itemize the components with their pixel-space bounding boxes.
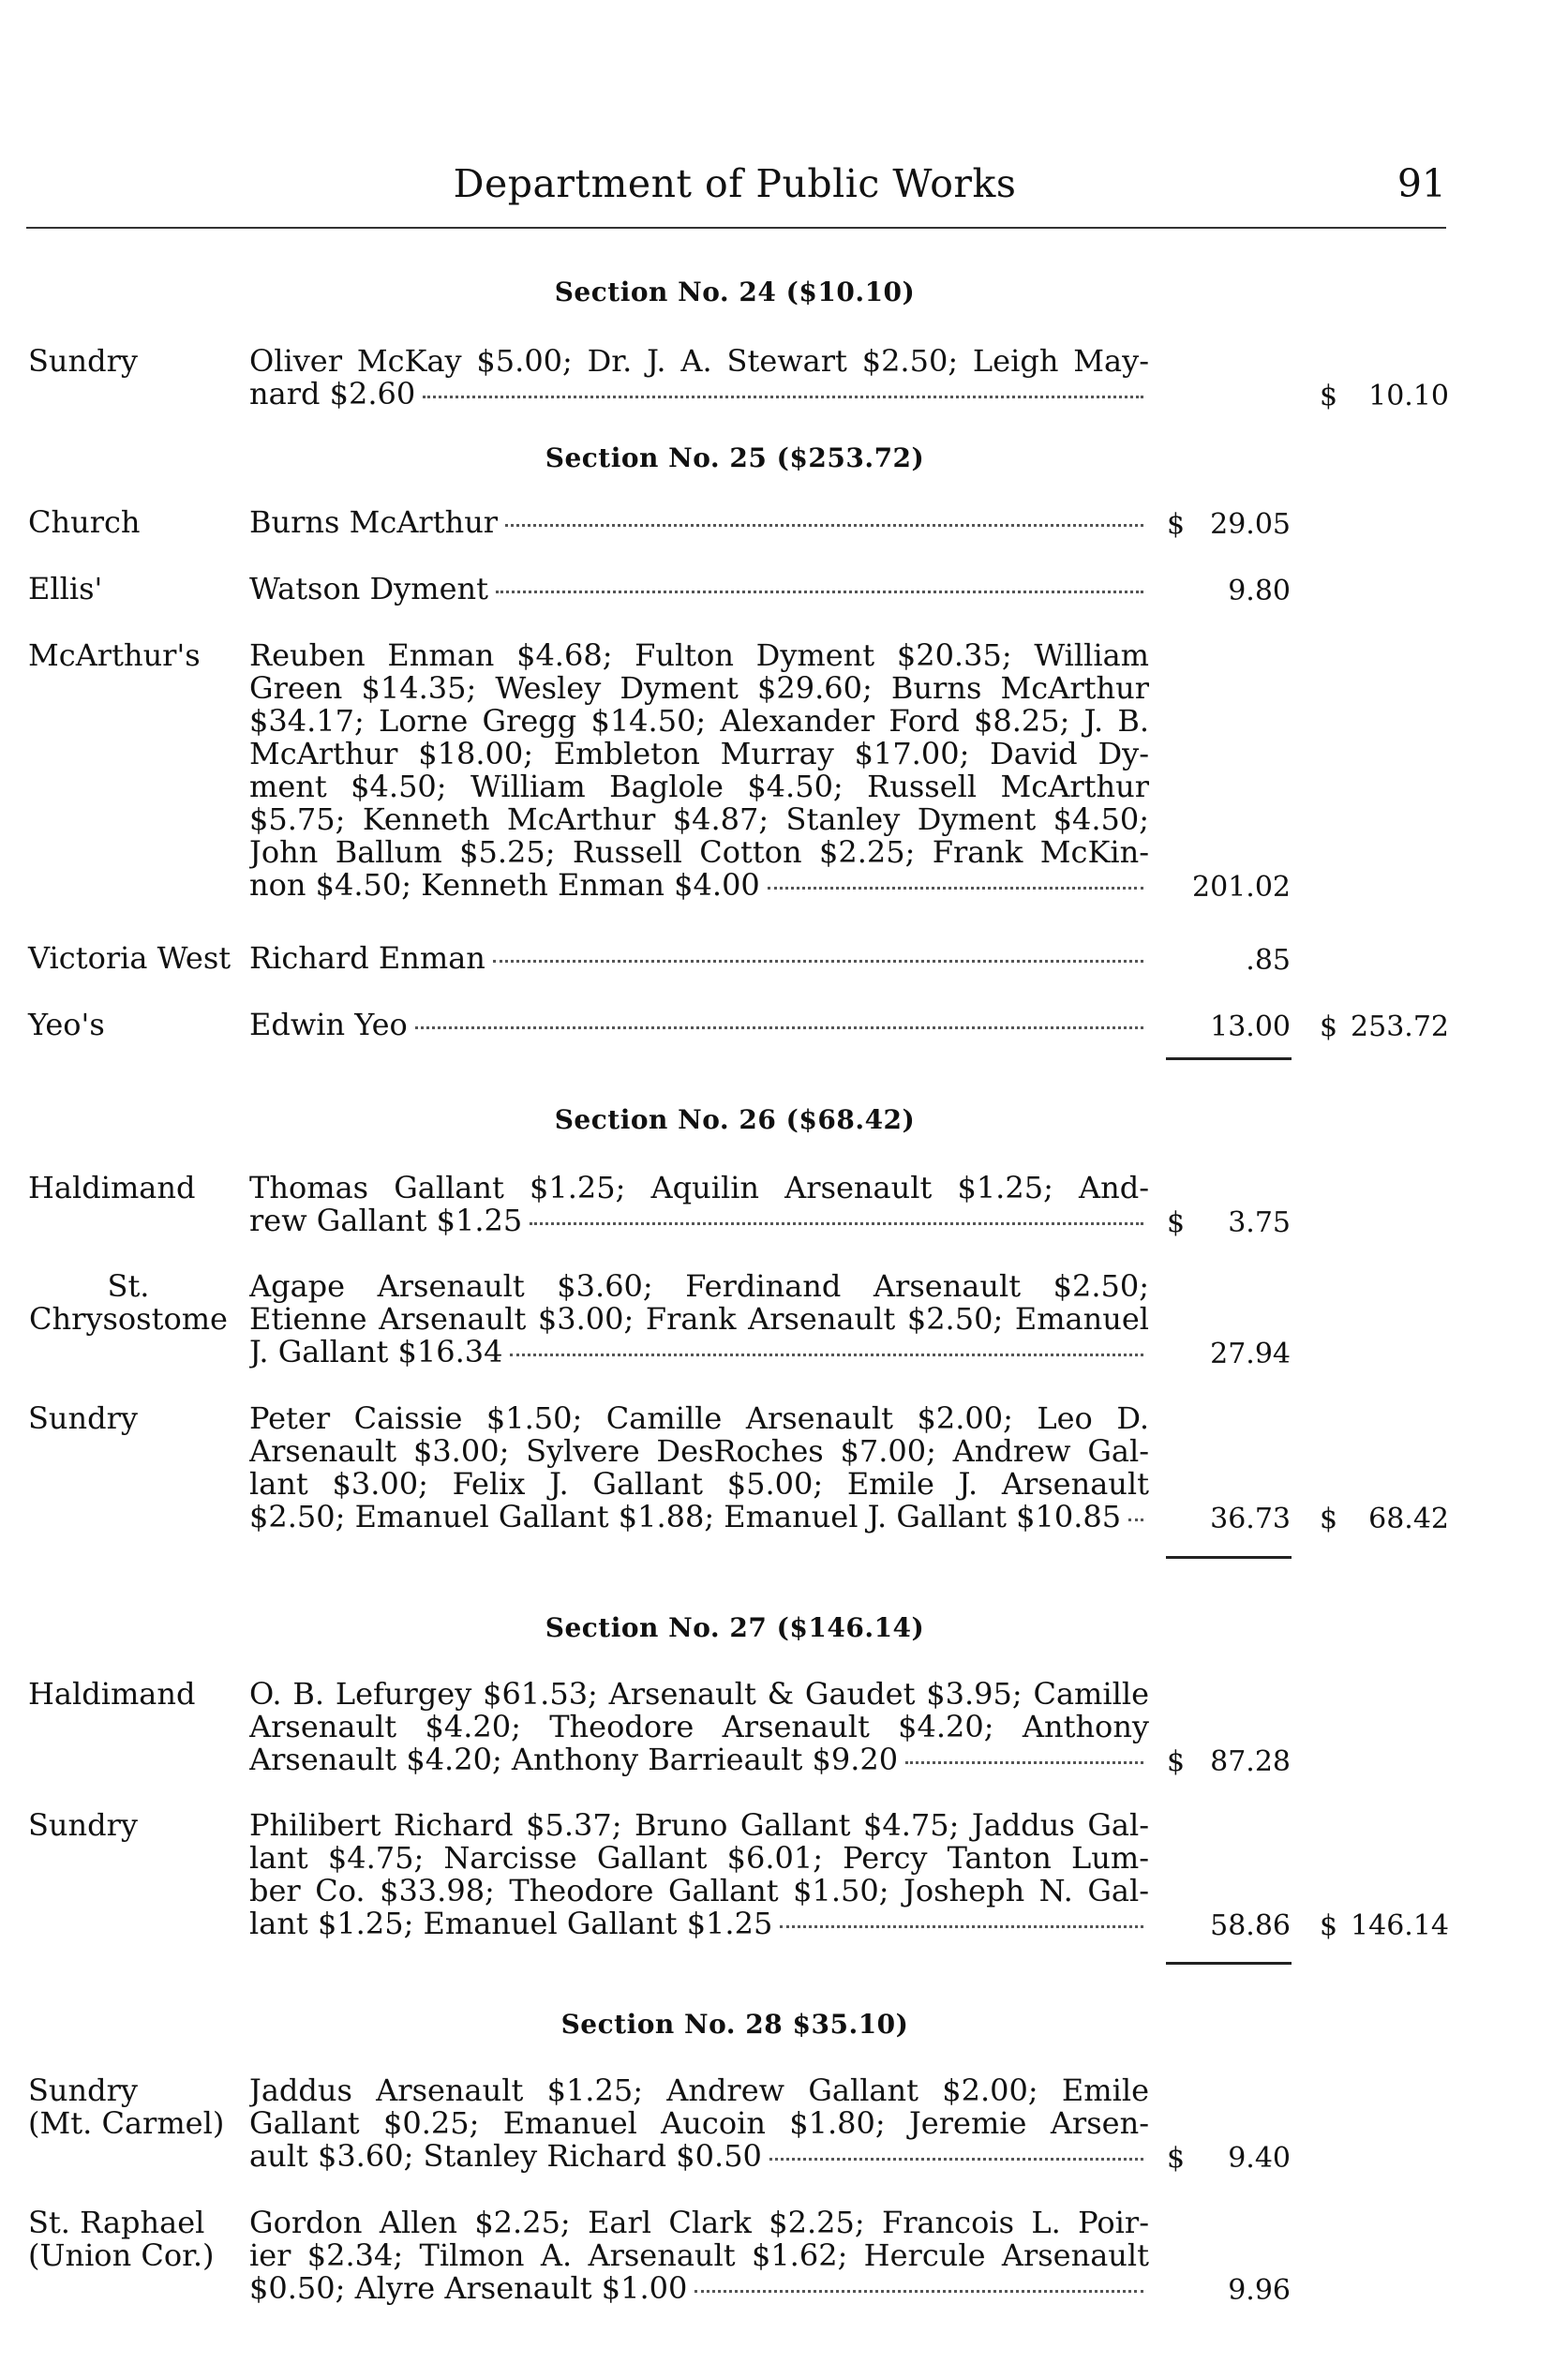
- entry-description: [249, 1402, 1149, 1534]
- description-text: $5.75; Kenneth McArthur $4.87; Stanley Dyment $4.50;: [249, 803, 1149, 836]
- description-line: [249, 1435, 1149, 1468]
- dot-leader: [694, 2290, 1143, 2293]
- place-line: Haldimand: [28, 1170, 196, 1205]
- description-text: Arsenault $3.00; Sylvere DesRoches $7.00; Andrew Gal-: [249, 1435, 1149, 1468]
- entry-description: [249, 639, 1149, 902]
- currency-symbol: $: [1320, 1909, 1338, 1942]
- place-line: Ellis': [28, 571, 103, 606]
- line-amount: .85: [1246, 944, 1291, 977]
- description-text: Green $14.35; Wesley Dyment $29.60; Burns McArthur: [249, 672, 1149, 705]
- description-line: [249, 1842, 1149, 1875]
- entry-description: [249, 1270, 1149, 1369]
- description-text: O. B. Lefurgey $61.53; Arsenault & Gaudet $3.95; Camille: [249, 1678, 1149, 1711]
- description-text: lant $4.75; Narcisse Gallant $6.01; Percy Tanton Lum-: [249, 1842, 1149, 1875]
- description-line: [249, 803, 1149, 836]
- description-line: [249, 1678, 1149, 1711]
- entry-description: [249, 506, 1149, 539]
- entry-place: [28, 573, 248, 606]
- section-total: 253.72: [1351, 1010, 1449, 1043]
- description-line: [249, 2140, 1149, 2173]
- entry-description: [249, 1678, 1149, 1776]
- description-text: Jaddus Arsenault $1.25; Andrew Gallant $2.00; Emile: [249, 2074, 1149, 2107]
- entry-place: [28, 1809, 248, 1842]
- description-text: non $4.50; Kenneth Enman $4.00: [249, 869, 760, 902]
- description-text: Peter Caissie $1.50; Camille Arsenault $2.00; Leo D.: [249, 1402, 1149, 1435]
- place-line: Sundry: [28, 1400, 138, 1436]
- dot-leader: [530, 1222, 1143, 1225]
- line-amount: 3.75: [1228, 1206, 1291, 1239]
- line-amount: 201.02: [1192, 871, 1291, 904]
- description-line: [249, 1501, 1149, 1534]
- description-line: [249, 345, 1149, 378]
- description-line: [249, 672, 1149, 705]
- subtotal-rule: [1166, 1057, 1292, 1060]
- currency-symbol: $: [1167, 2142, 1186, 2175]
- description-text: Agape Arsenault $3.60; Ferdinand Arsenault $2.50;: [249, 1270, 1149, 1303]
- description-text: Watson Dyment: [249, 573, 488, 606]
- description-text: lant $1.25; Emanuel Gallant $1.25: [249, 1908, 773, 1940]
- line-amount: 87.28: [1210, 1745, 1291, 1778]
- currency-symbol: $: [1167, 508, 1186, 541]
- section-total: 68.42: [1368, 1503, 1449, 1535]
- description-text: Arsenault $4.20; Anthony Barrieault $9.20: [249, 1743, 899, 1776]
- place-line: Haldimand: [28, 1676, 196, 1712]
- dot-leader: [768, 887, 1143, 890]
- entry-description: [249, 1172, 1149, 1237]
- description-text: Edwin Yeo: [249, 1009, 408, 1041]
- currency-symbol: $: [1167, 1745, 1186, 1778]
- description-line: [249, 2272, 1149, 2305]
- entry-place: [24, 1270, 232, 1336]
- description-text: Reuben Enman $4.68; Fulton Dyment $20.35; William: [249, 639, 1149, 672]
- place-line: Sundry: [28, 1807, 138, 1843]
- entry-place: [28, 942, 248, 975]
- description-text: J. Gallant $16.34: [249, 1336, 503, 1369]
- description-line: [249, 506, 1149, 539]
- description-line: [249, 1743, 1149, 1776]
- description-line: [249, 1303, 1149, 1336]
- description-line: [249, 705, 1149, 738]
- dot-leader: [780, 1925, 1143, 1928]
- description-line: [249, 1908, 1149, 1940]
- description-line: [249, 1336, 1149, 1369]
- description-line: [249, 2239, 1149, 2272]
- description-text: Gallant $0.25; Emanuel Aucoin $1.80; Jeremie Arsen-: [249, 2107, 1149, 2140]
- line-amount: 9.96: [1228, 2274, 1291, 2307]
- dot-leader: [769, 2158, 1143, 2161]
- description-text: John Ballum $5.25; Russell Cotton $2.25; Frank McKin-: [249, 836, 1149, 869]
- description-text: $34.17; Lorne Gregg $14.50; Alexander Ford $8.25; J. B.: [249, 705, 1149, 738]
- description-text: Etienne Arsenault $3.00; Frank Arsenault $2.50; Emanuel: [249, 1303, 1149, 1336]
- place-line: St.: [107, 1268, 150, 1304]
- entry-description: [249, 1809, 1149, 1940]
- description-line: [249, 1204, 1149, 1237]
- description-line: [249, 573, 1149, 606]
- currency-symbol: $: [1320, 1503, 1338, 1535]
- description-line: [249, 869, 1149, 902]
- place-line: Sundry: [28, 2072, 138, 2108]
- entry-place: [28, 1402, 248, 1435]
- currency-symbol: $: [1320, 380, 1338, 412]
- entry-description: [249, 2207, 1149, 2305]
- place-line: Chrysostome: [29, 1301, 228, 1337]
- description-text: ier $2.34; Tilmon A. Arsenault $1.62; Hercule Arsenault: [249, 2239, 1149, 2272]
- place-line: (Union Cor.): [28, 2237, 215, 2273]
- description-line: [249, 2107, 1149, 2140]
- description-text: Burns McArthur: [249, 506, 499, 539]
- description-line: [249, 378, 1149, 411]
- description-line: [249, 1809, 1149, 1842]
- section-heading: Section No. 24 ($10.10): [554, 277, 916, 307]
- entry-place: [28, 506, 248, 539]
- line-amount: 13.00: [1210, 1010, 1291, 1043]
- description-text: Arsenault $4.20; Theodore Arsenault $4.20; Anthony: [249, 1711, 1149, 1743]
- line-amount: 58.86: [1210, 1909, 1291, 1942]
- description-line: [249, 2207, 1149, 2239]
- dot-leader: [493, 960, 1143, 963]
- section-heading: Section No. 26 ($68.42): [554, 1104, 916, 1135]
- description-text: ber Co. $33.98; Theodore Gallant $1.50; Josheph N. Gal-: [249, 1875, 1149, 1908]
- description-text: McArthur $18.00; Embleton Murray $17.00; David Dy-: [249, 738, 1149, 771]
- entry-place: [28, 2207, 248, 2272]
- description-text: lant $3.00; Felix J. Gallant $5.00; Emile J. Arsenault: [249, 1468, 1149, 1501]
- place-line: (Mt. Carmel): [28, 2105, 225, 2141]
- description-text: Richard Enman: [249, 942, 485, 975]
- dot-leader: [510, 1354, 1143, 1356]
- entry-place: [28, 1172, 248, 1204]
- dot-leader: [1128, 1519, 1143, 1521]
- section-heading: Section No. 25 ($253.72): [545, 442, 925, 473]
- line-amount: 36.73: [1210, 1503, 1291, 1535]
- dot-leader: [905, 1761, 1143, 1764]
- line-amount: 29.05: [1210, 508, 1291, 541]
- page-number: 91: [1396, 161, 1446, 206]
- description-text: ault $3.60; Stanley Richard $0.50: [249, 2140, 762, 2173]
- entry-description: [249, 573, 1149, 606]
- description-text: Gordon Allen $2.25; Earl Clark $2.25; Francois L. Poir-: [249, 2207, 1149, 2239]
- entry-place: [28, 2074, 248, 2140]
- place-line: Church: [28, 504, 141, 540]
- description-line: [249, 771, 1149, 803]
- entry-description: [249, 345, 1149, 411]
- section-heading: Section No. 27 ($146.14): [545, 1612, 925, 1643]
- dot-leader: [415, 1026, 1143, 1029]
- description-text: ment $4.50; William Baglole $4.50; Russell McArthur: [249, 771, 1149, 803]
- place-line: Sundry: [28, 343, 138, 379]
- place-line: St. Raphael: [28, 2205, 205, 2240]
- entry-place: [28, 1678, 248, 1711]
- description-text: Philibert Richard $5.37; Bruno Gallant $4.75; Jaddus Gal-: [249, 1809, 1149, 1842]
- entry-place: [28, 1009, 248, 1041]
- section-total: 10.10: [1368, 380, 1449, 412]
- line-amount: 9.40: [1228, 2142, 1291, 2175]
- description-line: [249, 942, 1149, 975]
- description-text: nard $2.60: [249, 378, 416, 411]
- description-text: $2.50; Emanuel Gallant $1.88; Emanuel J. Gallant $10.85: [249, 1501, 1122, 1534]
- dot-leader: [496, 591, 1143, 593]
- subtotal-rule: [1166, 1556, 1292, 1559]
- subtotal-rule: [1166, 1962, 1292, 1965]
- line-amount: 27.94: [1210, 1338, 1291, 1370]
- description-line: [249, 1711, 1149, 1743]
- dot-leader: [423, 396, 1143, 398]
- description-line: [249, 639, 1149, 672]
- description-text: rew Gallant $1.25: [249, 1204, 523, 1237]
- description-text: $0.50; Alyre Arsenault $1.00: [249, 2272, 688, 2305]
- place-line: McArthur's: [28, 637, 201, 673]
- entry-description: [249, 1009, 1149, 1041]
- header-divider: [26, 227, 1446, 229]
- section-total: 146.14: [1351, 1909, 1449, 1942]
- description-line: [249, 1172, 1149, 1204]
- description-line: [249, 1402, 1149, 1435]
- currency-symbol: $: [1320, 1010, 1338, 1043]
- entry-place: [28, 639, 248, 672]
- dot-leader: [505, 524, 1143, 527]
- description-line: [249, 738, 1149, 771]
- entry-description: [249, 2074, 1149, 2173]
- description-line: [249, 1009, 1149, 1041]
- currency-symbol: $: [1167, 1206, 1186, 1239]
- description-line: [249, 1875, 1149, 1908]
- description-text: Thomas Gallant $1.25; Aquilin Arsenault $1.25; And-: [249, 1172, 1149, 1204]
- description-line: [249, 1270, 1149, 1303]
- place-line: Yeo's: [28, 1007, 105, 1042]
- entry-description: [249, 942, 1149, 975]
- entry-place: [28, 345, 248, 378]
- section-heading: Section No. 28 $35.10): [560, 2009, 909, 2040]
- description-line: [249, 2074, 1149, 2107]
- description-line: [249, 1468, 1149, 1501]
- description-text: Oliver McKay $5.00; Dr. J. A. Stewart $2.50; Leigh May-: [249, 345, 1149, 378]
- line-amount: 9.80: [1228, 575, 1291, 607]
- description-line: [249, 836, 1149, 869]
- page-title: Department of Public Works: [453, 161, 1017, 206]
- place-line: Victoria West: [28, 940, 231, 976]
